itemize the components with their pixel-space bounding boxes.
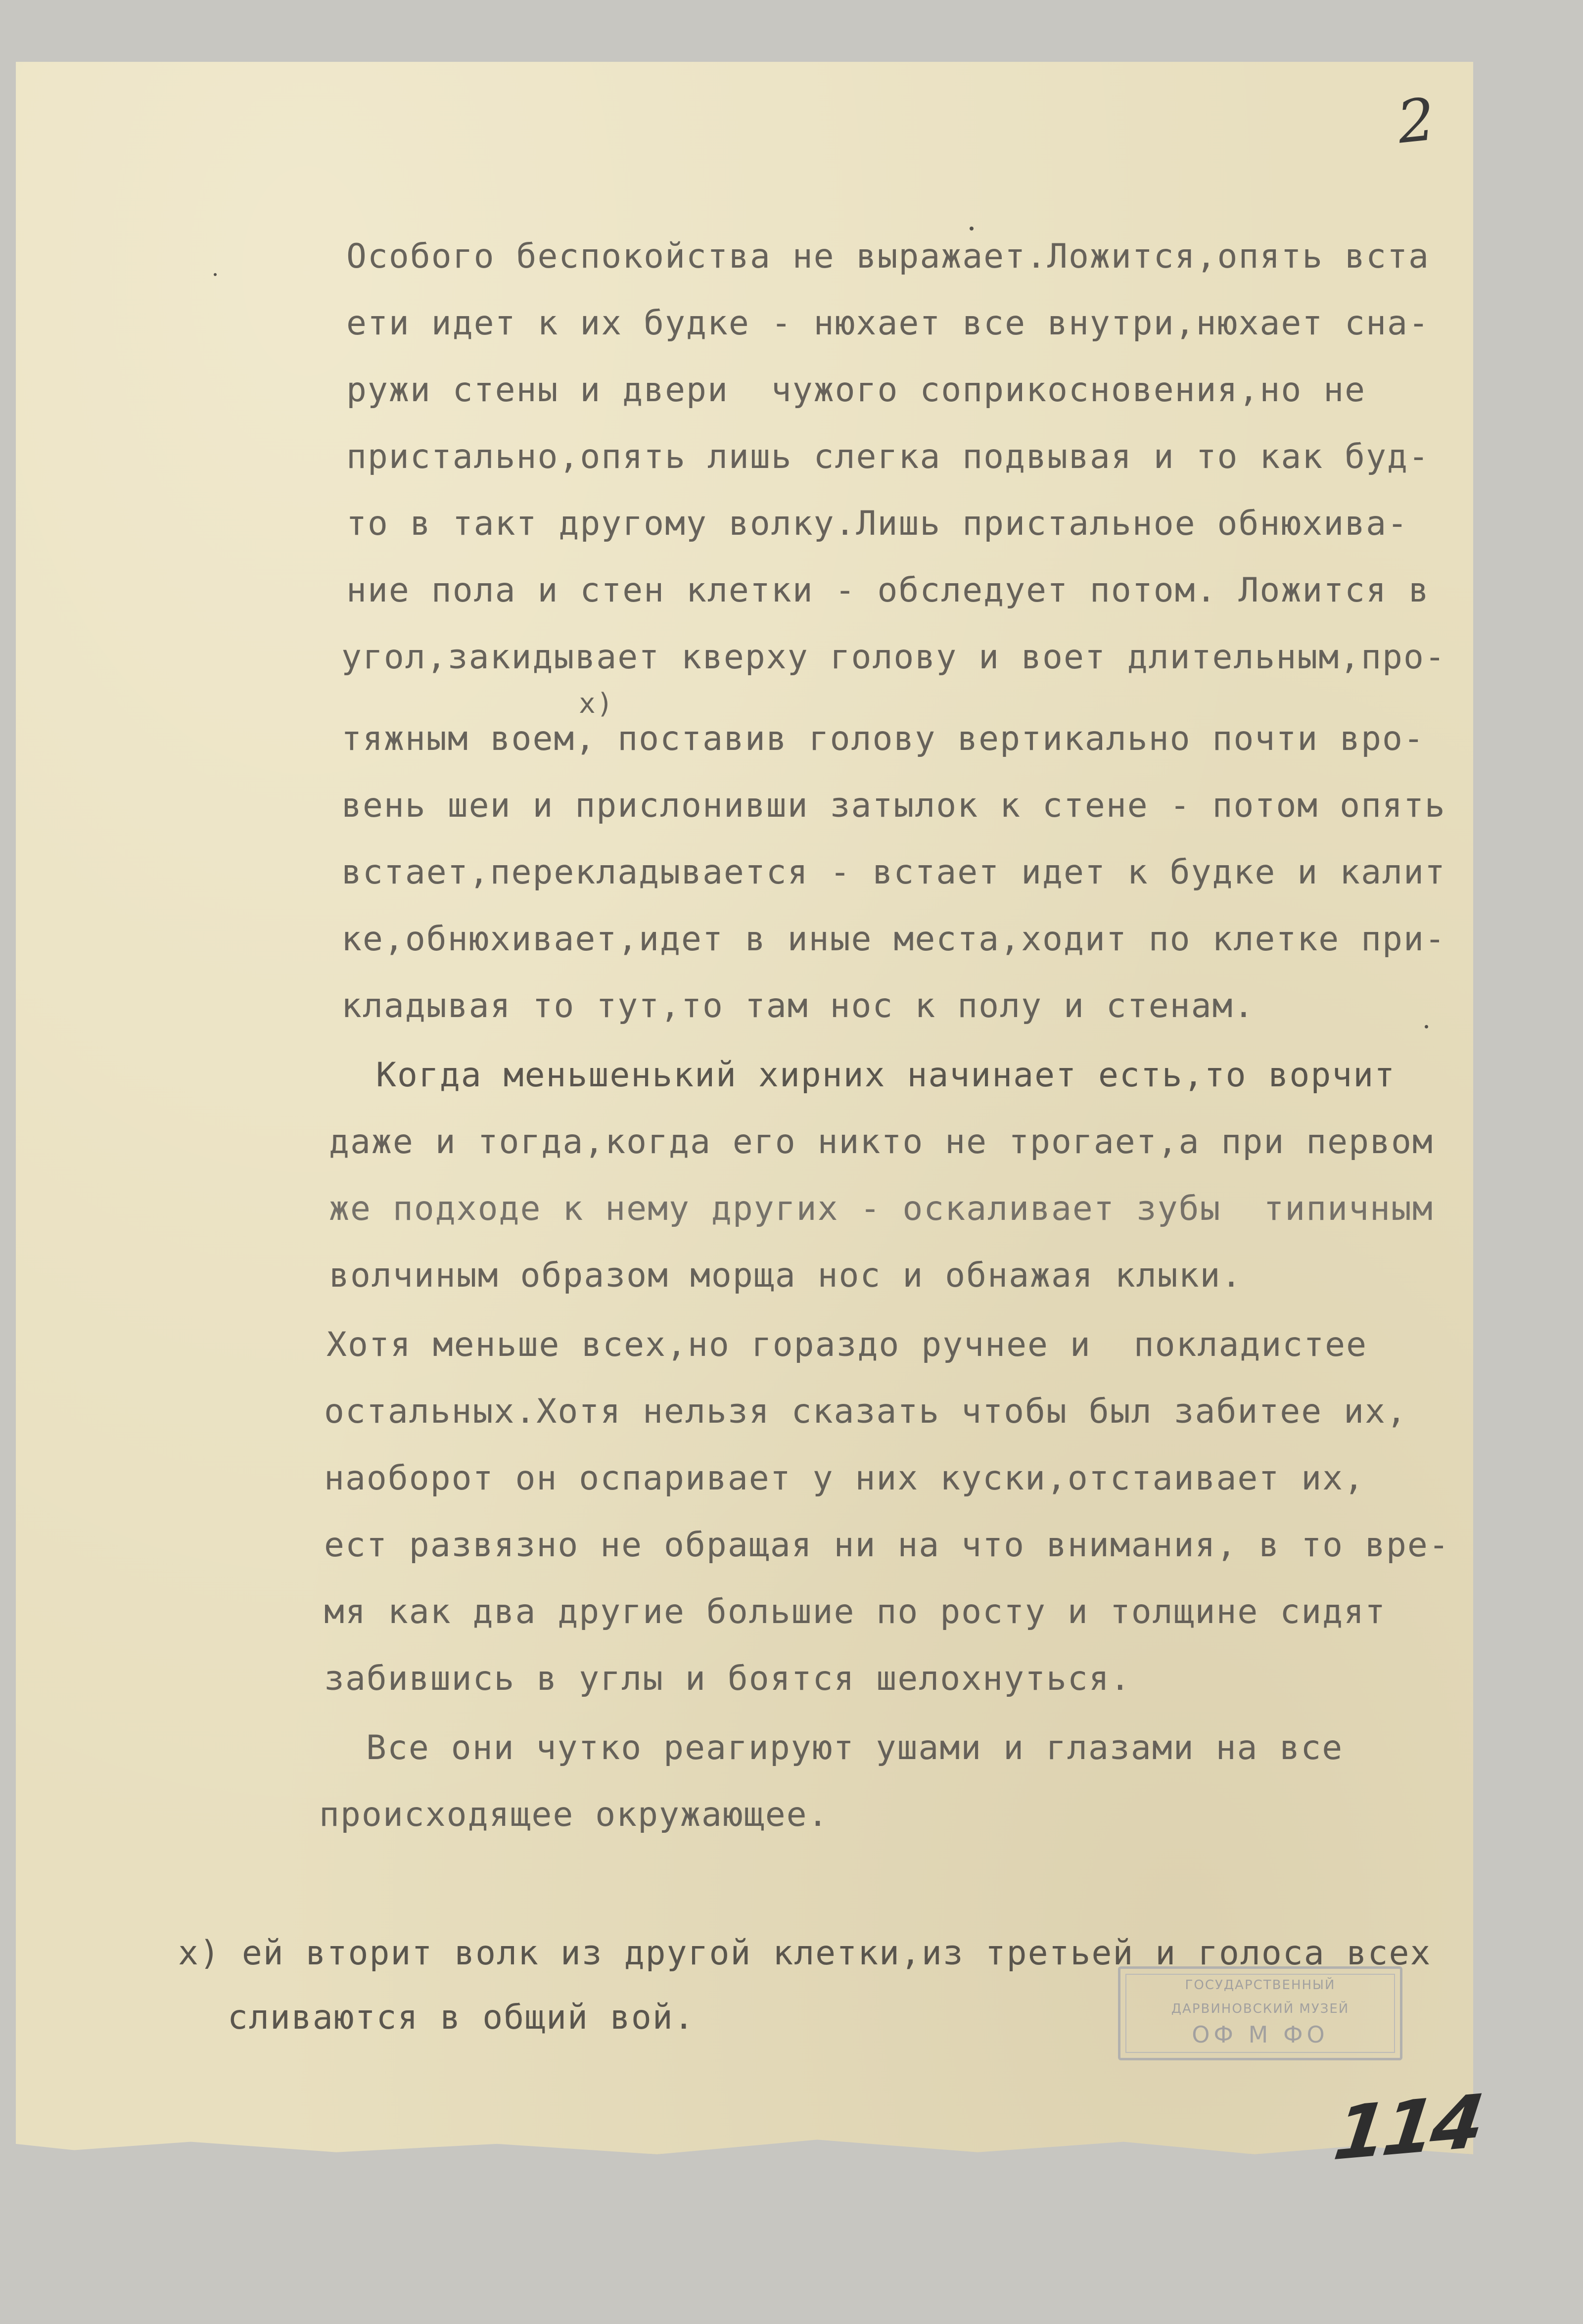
stamp-frame [1125,1974,1395,2053]
ink-dot [214,273,217,276]
text-line: вень шеи и прислонивши затылок к стене - потом опять [341,786,1446,825]
text-line: ети идет к их будке - нюхает все внутри,нюхает сна- [346,304,1430,343]
text-line: наоборот он оспаривает у них куски,отстаивает их, [324,1459,1365,1498]
archive-stamp [1118,1966,1402,2060]
text-line: пристально,опять лишь слегка подвывая и то как буд- [346,437,1430,476]
text-line: тяжным воем, поставив голову вертикально почти вро- [341,719,1425,758]
text-line: Хотя меньше всех,но гораздо ручнее и покладистее [326,1325,1368,1364]
text-line: даже и тогда,когда его никто не трогает,а при первом [329,1122,1434,1162]
footnote-line: х) ей вторит волк из другой клетки,из третьей и голоса всех [178,1934,1432,1973]
stamp-line: ГОСУДАРСТВЕННЫЙ [1185,1978,1336,1993]
text-line: же подходе к нему других - оскаливает зубы типичным [329,1189,1434,1228]
text-line: происходящее окружающее. [319,1795,829,1834]
ink-dot [1425,1025,1428,1028]
handwritten-archive-number: 114 [1329,2079,1486,2178]
footnote-marker: х) [579,688,614,720]
text-line: встает,перекладывается - встает идет к будке и калит [341,853,1446,892]
text-line: угол,закидывает кверху голову и воет длительным,про- [341,638,1446,677]
page-number: 2 [1394,85,1439,157]
stamp-line: ДАРВИНОВСКИЙ МУЗЕЙ [1171,2001,1350,2016]
text-line: забившись в углы и боятся шелохнуться. [324,1659,1131,1698]
text-line: ружи стены и двери чужого соприкосновения,но не [346,371,1366,410]
text-line: остальных.Хотя нельзя сказать чтобы был забитее их, [324,1392,1407,1431]
text-line: ке,обнюхивает,идет в иные места,ходит по клетке при- [341,920,1446,959]
text-line: ние пола и стен клетки - обследует потом. Ложится в [346,571,1430,610]
text-line: то в такт другому волку.Лишь пристальное обнюхива- [346,504,1408,543]
text-line: мя как два другие большие по росту и толщине сидят [324,1592,1386,1631]
stamp-line: ОФ М ФО [1192,2021,1329,2048]
text-line: Особого беспокойства не выражает.Ложится,опять вста [346,237,1430,276]
text-line: волчиным образом морща нос и обнажая клыки. [329,1256,1243,1295]
text-line: ест развязно не обращая ни на что внимания, в то вре- [324,1526,1450,1565]
footnote-line: сливаются в общий вой. [228,1998,695,2037]
text-line: Все они чутко реагируют ушами и глазами на все [366,1728,1344,1767]
text-line: кладывая то тут,то там нос к полу и стенам. [341,986,1255,1025]
text-line: Когда меньшенький хирних начинает есть,то ворчит [376,1056,1396,1095]
ink-dot [970,227,974,231]
